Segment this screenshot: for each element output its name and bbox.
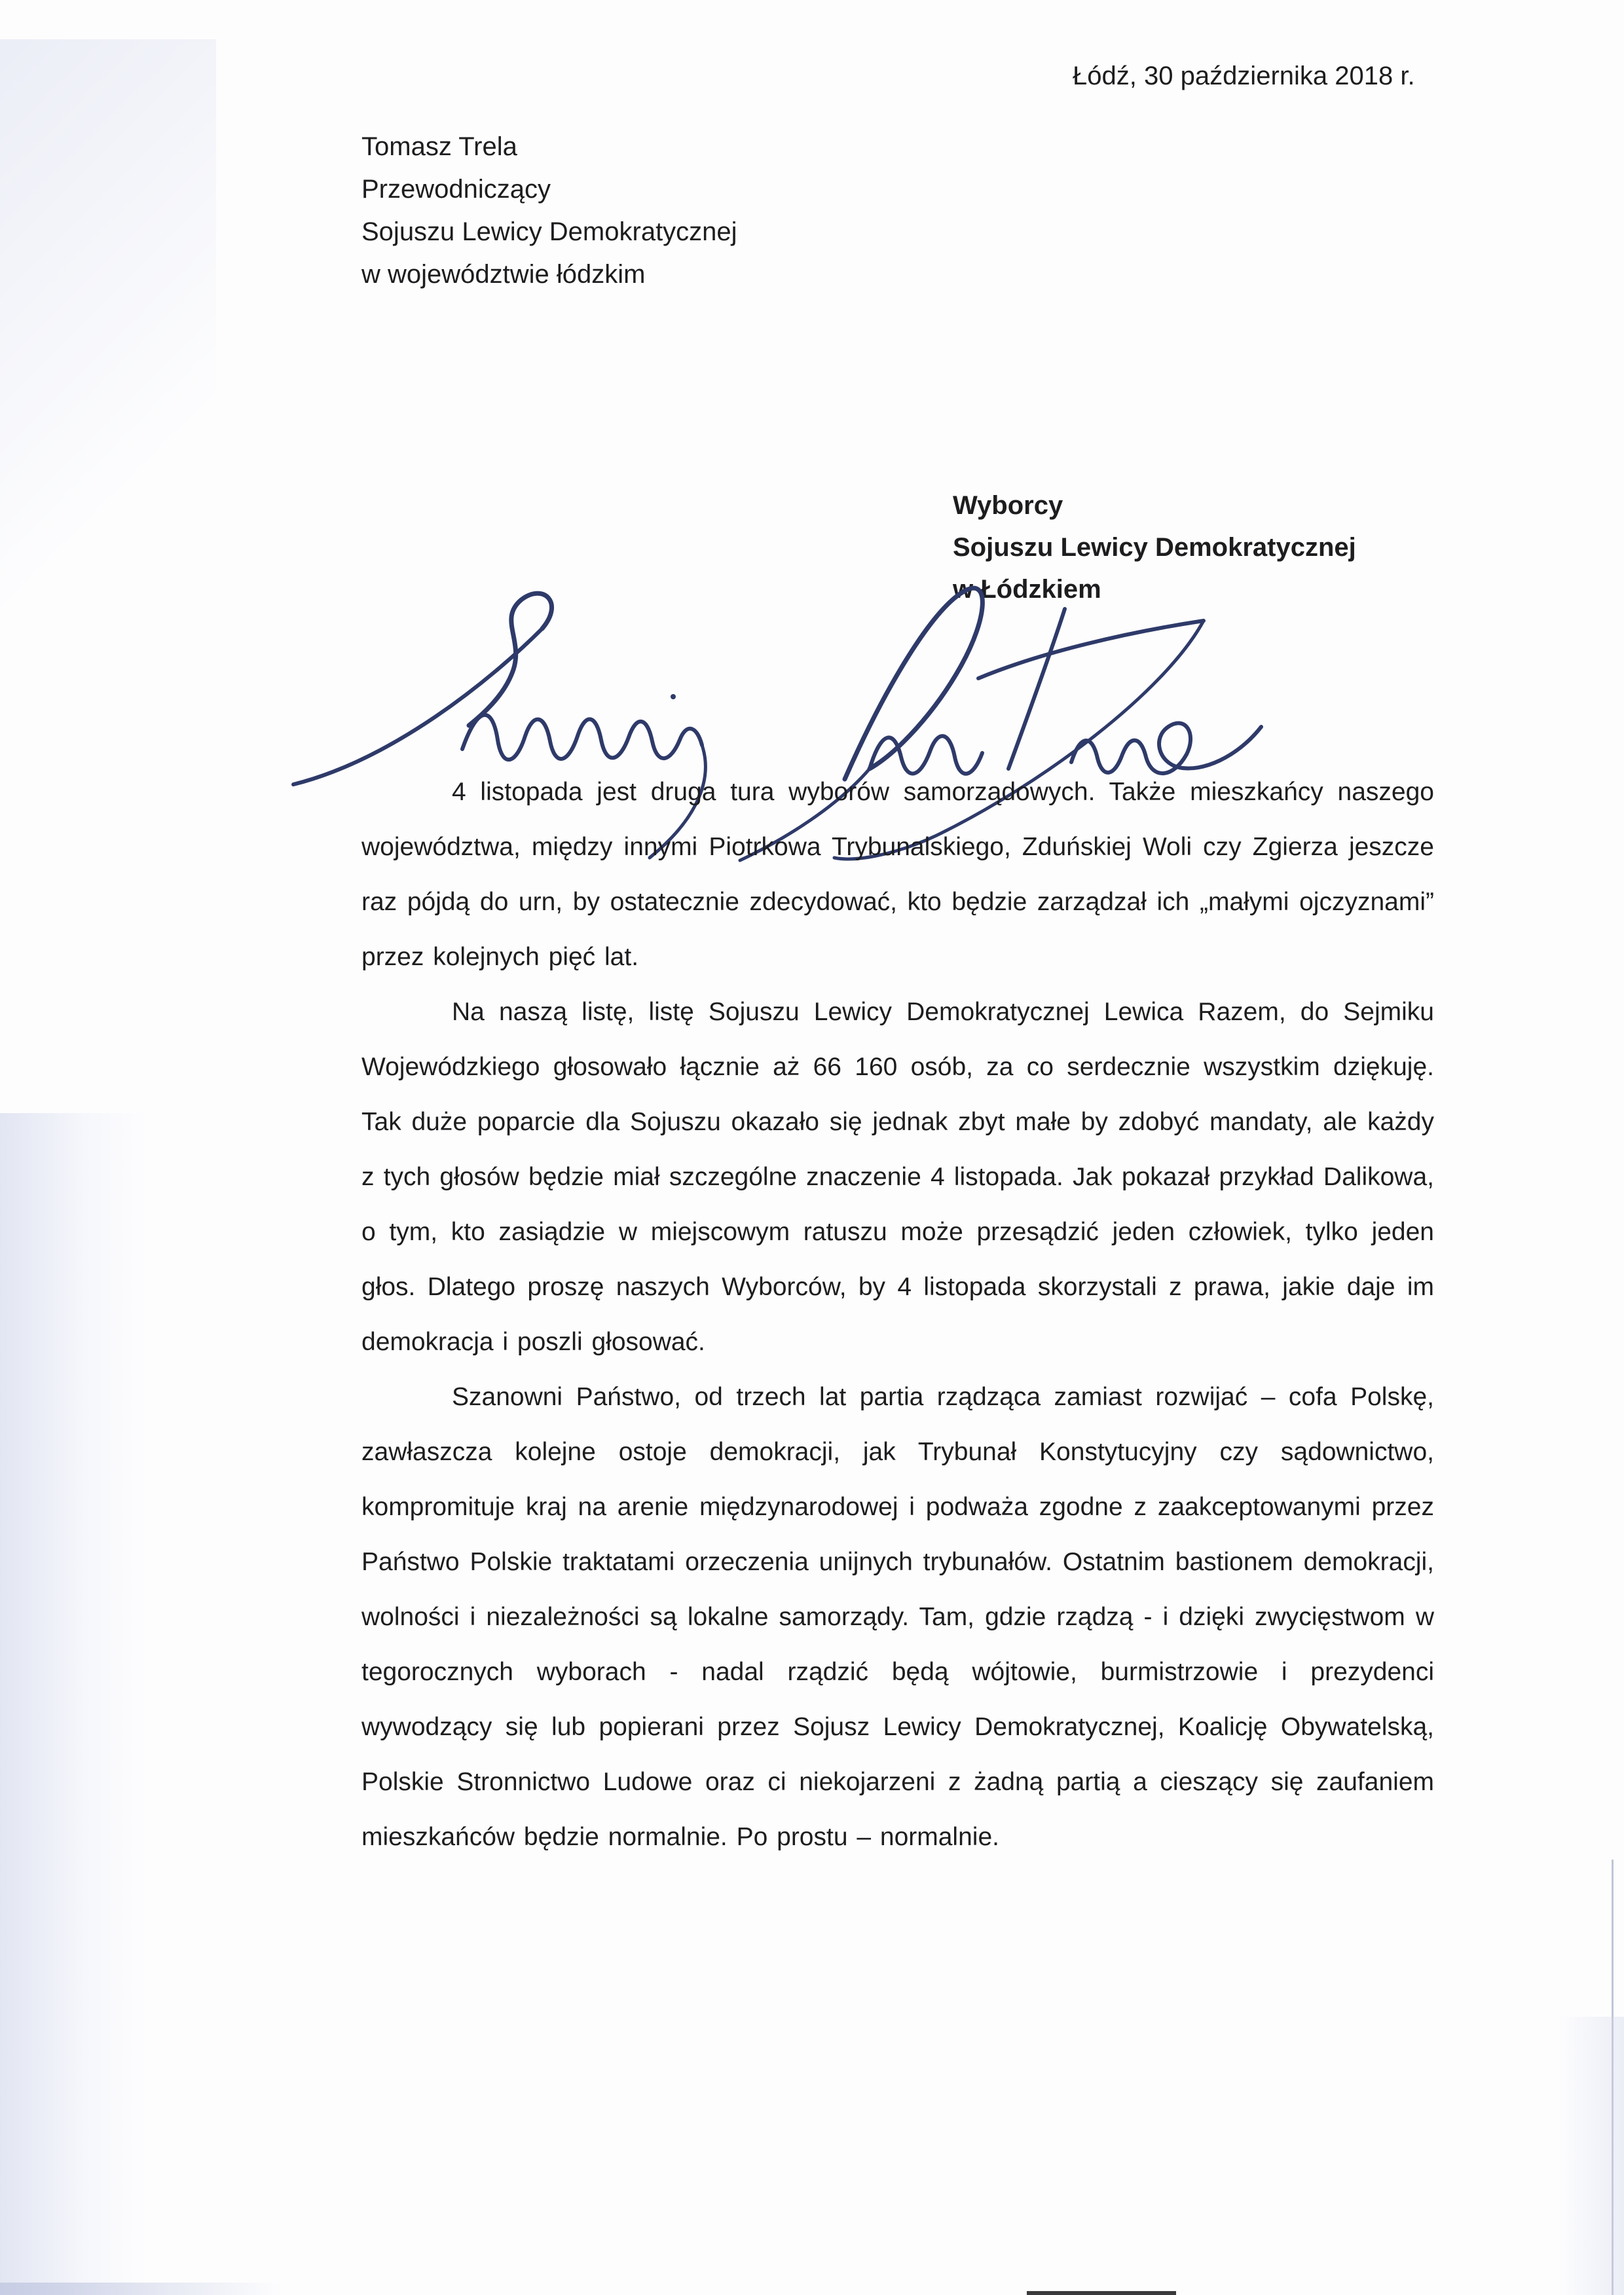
paragraph-2: Na naszą listę, listę Sojuszu Lewicy Demokratycznej Lewica Razem, do Sejmiku Wojewódzkiego głosowało łącznie aż 66 160 osób, za co serdecznie wszystkim dziękuję. Tak duże poparcie dla Sojuszu okazało się jednak zbyt małe by zdobyć mandaty, ale każdy z tych głosów będzie miał szczególne znaczenie 4 listopada. Jak pokazał przykład Dalikowa, o tym, kto zasiądzie w miejscowym ratuszu może przesądzić jeden człowiek, tylko jeden głos. Dlatego proszę naszych Wyborców, by 4 listopada skorzystali z prawa, jakie daje im demokracja i poszli głosować. <box>361 998 1434 1356</box>
scan-strip-bottom-left <box>0 2283 282 2295</box>
scan-mark-bottom <box>1027 2291 1176 2295</box>
sender-name: Tomasz Trela <box>361 132 517 161</box>
scan-mottle-bottom-right <box>1559 2017 1624 2295</box>
sender-region: w województwie łódzkim <box>361 260 646 289</box>
scan-edge-line-right <box>1612 1860 1614 2295</box>
sender-block <box>361 126 737 296</box>
recipient-line: w Łódzkiem <box>953 575 1101 604</box>
paragraph-1: 4 listopada jest druga tura wyborów samorządowych. Także mieszkańcy naszego województwa, między innymi Piotrkowa Trybunalskiego, Zduńskiej Woli czy Zgierza jeszcze raz pójdą do urn, by ostatecznie zdecydować, kto będzie zarządzał ich „małymi ojczyznami” przez kolejnych pięć lat. <box>361 778 1434 971</box>
date-line: Łódź, 30 października 2018 r. <box>1073 62 1415 90</box>
scan-shadow-top-left <box>0 39 216 792</box>
scan-shadow-bottom-left <box>0 1113 190 2295</box>
sender-title: Przewodniczący <box>361 175 551 204</box>
recipient-line: Sojuszu Lewicy Demokratycznej <box>953 533 1356 562</box>
sender-organization: Sojuszu Lewicy Demokratycznej <box>361 217 737 246</box>
paragraph-3: Szanowni Państwo, od trzech lat partia rządząca zamiast rozwijać – cofa Polskę, zawłaszcza kolejne ostoje demokracji, jak Trybunał Konstytucyjny czy sądownictwo, kompromituje kraj na arenie międzynarodowej i podważa zgodne z zaakceptowanymi przez Państwo Polskie traktatami orzeczenia unijnych trybunałów. Ostatnim bastionem demokracji, wolności i niezależności są lokalne samorządy. Tam, gdzie rządzą - i dzięki zwycięstwom w tegorocznych wyborach - nadal rządzić będą wójtowie, burmistrzowie i prezydenci wywodzący się lub popierani przez Sojusz Lewicy Demokratycznej, Koalicję Obywatelską, Polskie Stronnictwo Ludowe oraz ci niekojarzeni z żadną partią a cieszący się zaufaniem mieszkańców będzie normalnie. Po prostu – normalnie. <box>361 1383 1434 1851</box>
letter-body <box>361 765 1434 1865</box>
recipient-line: Wyborcy <box>953 491 1063 520</box>
